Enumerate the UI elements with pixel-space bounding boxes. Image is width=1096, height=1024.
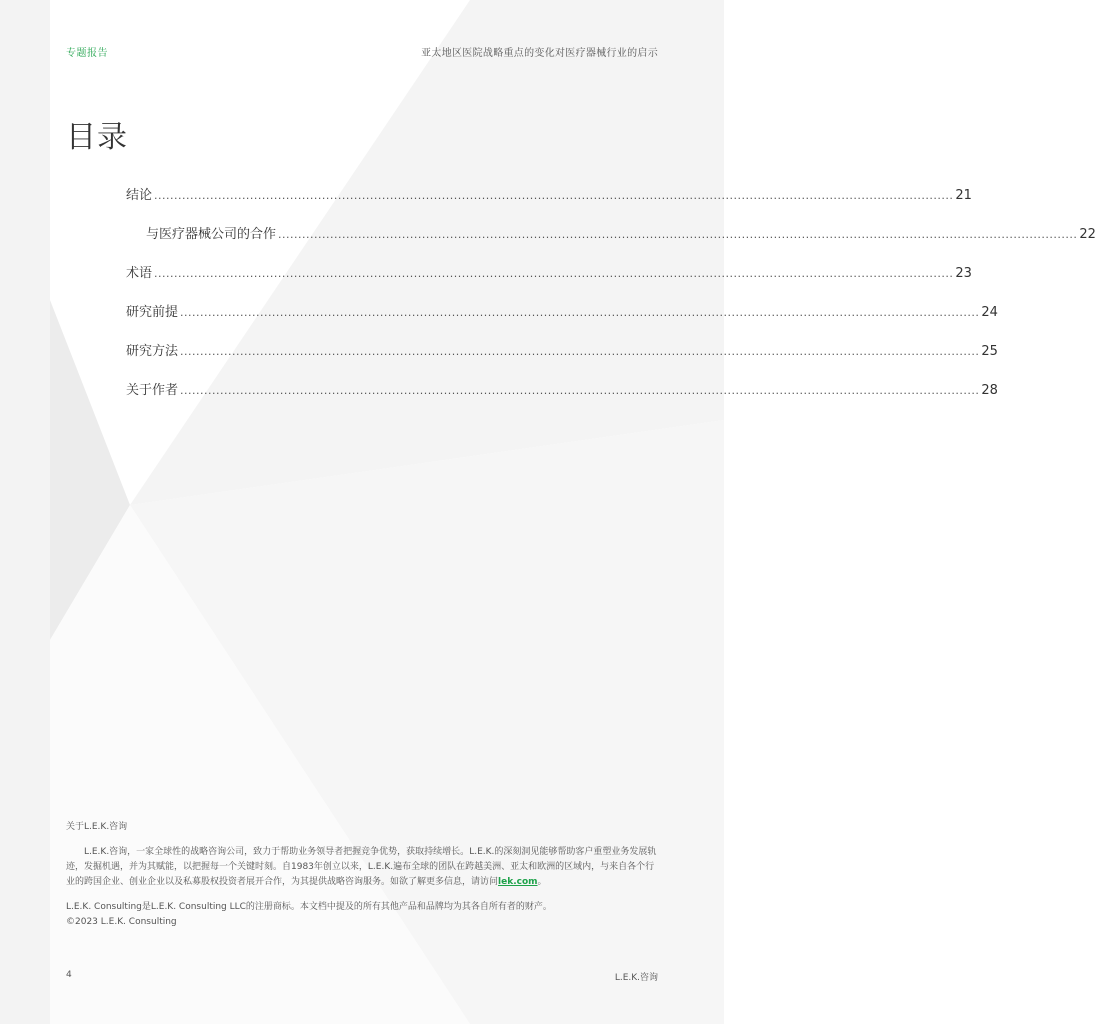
toc-leader-dots: ........................................................................................................................................................................................................ xyxy=(180,384,980,397)
toc-item-terminology[interactable] xyxy=(126,262,972,301)
about-heading: 关于L.E.K.咨询 xyxy=(66,822,128,832)
page-number: 4 xyxy=(66,970,72,980)
toc-item-label: 与医疗器械公司的合作 xyxy=(146,227,277,242)
lek-website-link[interactable]: lek.com xyxy=(498,877,538,887)
toc-item-conclusion[interactable] xyxy=(126,184,972,223)
toc-item-page: 25 xyxy=(981,344,998,359)
footer-brand: L.E.K.咨询 xyxy=(614,973,658,983)
toc-leader-dots: ........................................................................................................................................................................................................ xyxy=(154,189,954,202)
trademark-notice: L.E.K. Consulting是L.E.K. Consulting LLC的注册商标。本文档中提及的所有其他产品和品牌均为其各自所有者的财产。 xyxy=(66,902,552,912)
report-title: 亚太地区医院战略重点的变化对医疗器械行业的启示 xyxy=(421,48,658,59)
toc-leader-dots: ........................................................................................................................................................................................................ xyxy=(180,345,980,358)
toc-item-label: 关于作者 xyxy=(126,383,179,398)
about-body xyxy=(66,845,658,890)
about-section xyxy=(66,820,658,930)
toc-item-authors[interactable] xyxy=(126,379,998,418)
toc-item-page: 21 xyxy=(955,188,972,203)
toc-leader-dots: ........................................................................................................................................................................................................ xyxy=(154,267,954,280)
report-type-label: 专题报告 xyxy=(66,48,108,59)
toc-item-label: 研究方法 xyxy=(126,344,179,359)
toc-item-label: 研究前提 xyxy=(126,305,179,320)
toc-item-page: 28 xyxy=(981,383,998,398)
toc-item-page: 22 xyxy=(1079,227,1096,242)
toc-item-page: 23 xyxy=(955,266,972,281)
toc-item-premise[interactable] xyxy=(126,301,998,340)
toc-leader-dots: ........................................................................................................................................................................................................ xyxy=(278,228,1078,241)
about-body-text: L.E.K.咨询，一家全球性的战略咨询公司，致力于帮助业务领导者把握竞争优势，获取持续增长。L.E.K.的深刻洞见能够帮助客户重塑业务发展轨迹，发掘机遇，并为其赋能，以把握每一个关键时刻。自1983年创立以来，L.E.K.遍布全球的团队在跨越美洲、亚太和欧洲的区域内，与来自各个行业的跨国企业、创业企业以及私募股权投资者展开合作，为其提供战略咨询服务。如欲了解更多信息，请访问 xyxy=(66,847,657,887)
toc-item-page: 24 xyxy=(981,305,998,320)
toc-item-label: 术语 xyxy=(126,266,153,281)
toc-item-cooperation[interactable] xyxy=(126,223,1096,262)
about-body-suffix: 。 xyxy=(537,877,547,887)
toc-item-label: 结论 xyxy=(126,188,153,203)
toc-title: 目录 xyxy=(66,120,128,155)
toc-leader-dots: ........................................................................................................................................................................................................ xyxy=(180,306,980,319)
copyright-notice: ©2023 L.E.K. Consulting xyxy=(66,917,177,927)
toc-item-methodology[interactable] xyxy=(126,340,998,379)
table-of-contents xyxy=(126,184,1096,418)
